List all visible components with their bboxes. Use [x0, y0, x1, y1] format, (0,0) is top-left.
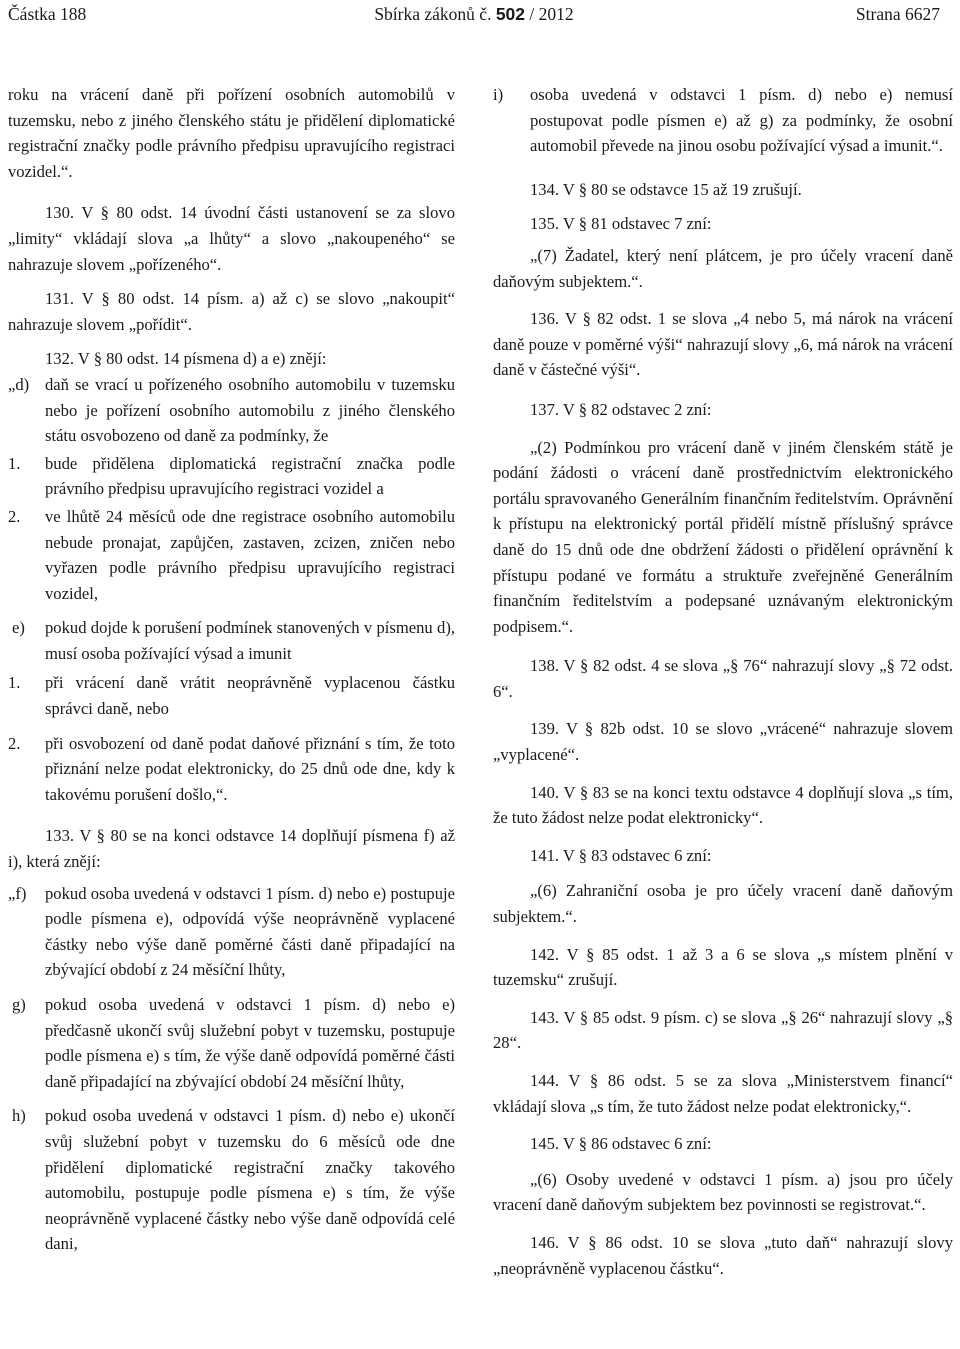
letter-f: [8, 881, 455, 983]
letter-g-label: g): [12, 995, 26, 1014]
collection-prefix: Sbírka zákonů č.: [374, 4, 492, 24]
point-141: 141. V § 83 odstavec 6 zní:: [530, 845, 712, 865]
point-131: 131. V § 80 odst. 14 písm. a) až c) se slovo „nakoupit“ nahrazuje slovem „pořídit“.: [8, 289, 455, 334]
collection-title: [8, 4, 940, 25]
point-137: 137. V § 82 odstavec 2 zní:: [530, 399, 712, 419]
point-145-quote: „(6) Osoby uvedené v odstavci 1 písm. a) jsou pro účely vracení daně daňovým subjektem bez povinnosti se registrovat.“.: [493, 1169, 953, 1215]
letter-d-label: „d): [8, 374, 30, 394]
letter-i-text: osoba uvedená v odstavci 1 písm. d) nebo e) nemusí postupovat podle písmen e) až g) za podmínky, že osobní automobil převede na jinou osobu požívající výsad a imunit.“.: [530, 85, 953, 156]
letter-f-label: „f): [8, 883, 27, 903]
page-number: Strana 6627: [855, 4, 940, 24]
letter-h-label: h): [12, 1106, 26, 1126]
letter-f-text: pokud osoba uvedená v odstavci 1 písm. d) nebo e) postupuje podle písmena e), odpovídá výše neoprávněně vyplacené částky nebo výše daně poměrné části daně připadající na zbývající období z 24 měsíční lhůty,: [45, 883, 455, 980]
point-146: 146. V § 86 odst. 10 se slova „tuto daň“ nahrazují slovy „neoprávněně vyplacenou částku“.: [493, 1232, 953, 1278]
point-2-label: 2.: [8, 733, 21, 753]
point-134: 134. V § 80 se odstavce 15 až 19 zrušují.: [530, 179, 802, 199]
letter-e-label: e): [12, 618, 25, 638]
point-137-quote: „(2) Podmínkou pro vrácení daně v jiném členském státě je podání žádosti o vrácení daně prostřednictvím elektronického portálu spravovaného Generálním finančním ředitelstvím. Oprávnění k přístupu na elektronický portál přidělí místně příslušný správce daně do 15 dnů ode dne obdržení žádosti o přidělení oprávnění k přístupu podané ve formátu a struktuře zveřejněné Generálním finančním ředitelstvím a podepsané uznávaným elektronickým podpisem.“.: [493, 437, 953, 636]
point-140: 140. V § 83 se na konci textu odstavce 4 doplňují slova „s tím, že tuto žádost nelze podat elektronicky“.: [493, 782, 953, 828]
letter-d-point-1: [8, 451, 455, 502]
point-135: 135. V § 81 odstavec 7 zní:: [530, 214, 712, 234]
point-1-text: bude přidělena diplomatická registrační značka podle právního předpisu upravujícího registraci vozidel a: [45, 453, 455, 499]
letter-g-text: pokud osoba uvedená v odstavci 1 písm. d) nebo e) předčasně ukončí svůj služební pobyt v tuzemsku, postupuje podle písmena e) s tím, že výše daně odpovídá poměrné části daně připadající na zbývající období 24 měsíční lhůty,: [45, 995, 455, 1091]
point-2-text: při osvobození od daně podat daňové přiznání s tím, že toto přiznání nelze podat elektronicky, do 25 dnů ode dne, kdy k takovému porušení došlo,“.: [45, 733, 455, 804]
point-144: 144. V § 86 odst. 5 se za slova „Ministerstvem financí“ vkládají slova „s tím, že tuto žádost nelze podat elektronicky,“.: [493, 1071, 953, 1116]
point-132: 132. V § 80 odst. 14 písmena d) a e) znějí:: [45, 349, 327, 369]
letter-d-text: daň se vrací u pořízeného osobního automobilu v tuzemsku nebo je pořízení osobního automobilu z jiného členského státu osvobozeno od daně za podmínky, že: [45, 374, 455, 446]
letter-g: [8, 992, 455, 1094]
letter-h: [8, 1103, 455, 1257]
point-139: 139. V § 82b odst. 10 se slovo „vrácené“ nahrazuje slovem „vyplacené“.: [493, 719, 953, 765]
point-135-quote: „(7) Žadatel, který není plátcem, je pro účely vracení daně daňovým subjektem.“.: [493, 245, 953, 291]
point-133: 133. V § 80 se na konci odstavce 14 doplňují písmena f) až i), která znějí:: [8, 826, 455, 872]
letter-e-point-1: [8, 670, 455, 721]
letter-i: [493, 82, 953, 159]
left-column: [8, 82, 455, 1257]
point-136: 136. V § 82 odst. 1 se slova „4 nebo 5, má nárok na vrácení daně pouze v poměrné výši“ nahrazují slovy „6, má nárok na vrácení daně v částečné výši“.: [493, 309, 953, 380]
point-143: 143. V § 85 odst. 9 písm. c) se slova „§ 26“ nahrazují slovy „§ 28“.: [493, 1007, 953, 1053]
letter-i-label: i): [493, 85, 504, 104]
point-1-label: 1.: [8, 673, 21, 693]
letter-e-text: pokud dojde k porušení podmínek stanovených v písmenu d), musí osoba požívající výsad a imunit: [45, 618, 455, 663]
letter-d-point-2: [8, 504, 455, 606]
point-2-text: ve lhůtě 24 měsíců ode dne registrace osobního automobilu nebude pronajat, zapůjčen, zastaven, zcizen, zničen nebo vyřazen podle právního předpisu upravujícího registraci vozidel,: [45, 506, 455, 603]
point-138: 138. V § 82 odst. 4 se slova „§ 76“ nahrazují slovy „§ 72 odst. 6“.: [493, 656, 953, 701]
point-145: 145. V § 86 odstavec 6 zní:: [530, 1134, 712, 1154]
collection-year: / 2012: [529, 4, 574, 24]
letter-e-point-2: [8, 731, 455, 808]
point-141-quote: „(6) Zahraniční osoba je pro účely vracení daně daňovým subjektem.“.: [493, 881, 953, 927]
paragraph-continued: roku na vrácení daně při pořízení osobních automobilů v tuzemsku, nebo z jiného členského státu je přidělení diplomatické registrační značky podle právního předpisu upravujícího registraci vozidel.“.: [8, 85, 455, 181]
letter-h-text: pokud osoba uvedená v odstavci 1 písm. d) nebo e) ukončí svůj služební pobyt v tuzemsku do 6 měsíců ode dne přidělení diplomatické registrační značky takového automobilu, postupuje podle písmena e) s tím, že výše neoprávněně vyplacené částky nebo výše daně odpovídá celé dani,: [45, 1106, 455, 1254]
letter-e: [8, 615, 455, 666]
right-column: [493, 82, 953, 1281]
point-1-label: 1.: [8, 453, 21, 473]
issue-number: Částka 188: [8, 4, 87, 24]
point-1-text: při vrácení daně vrátit neoprávněně vyplacenou částku správci daně, nebo: [45, 673, 455, 719]
point-142: 142. V § 85 odst. 1 až 3 a 6 se slova „s místem plnění v tuzemsku“ zrušují.: [493, 944, 953, 990]
page-header: [8, 4, 940, 28]
point-2-label: 2.: [8, 506, 21, 526]
point-130: 130. V § 80 odst. 14 úvodní části ustanovení se za slovo „limity“ vkládají slova „a lhůty“ a slovo „nakoupeného“ se nahrazuje slovem „pořízeného“.: [8, 203, 455, 274]
law-number: 502: [495, 4, 526, 24]
letter-d: [8, 372, 455, 449]
